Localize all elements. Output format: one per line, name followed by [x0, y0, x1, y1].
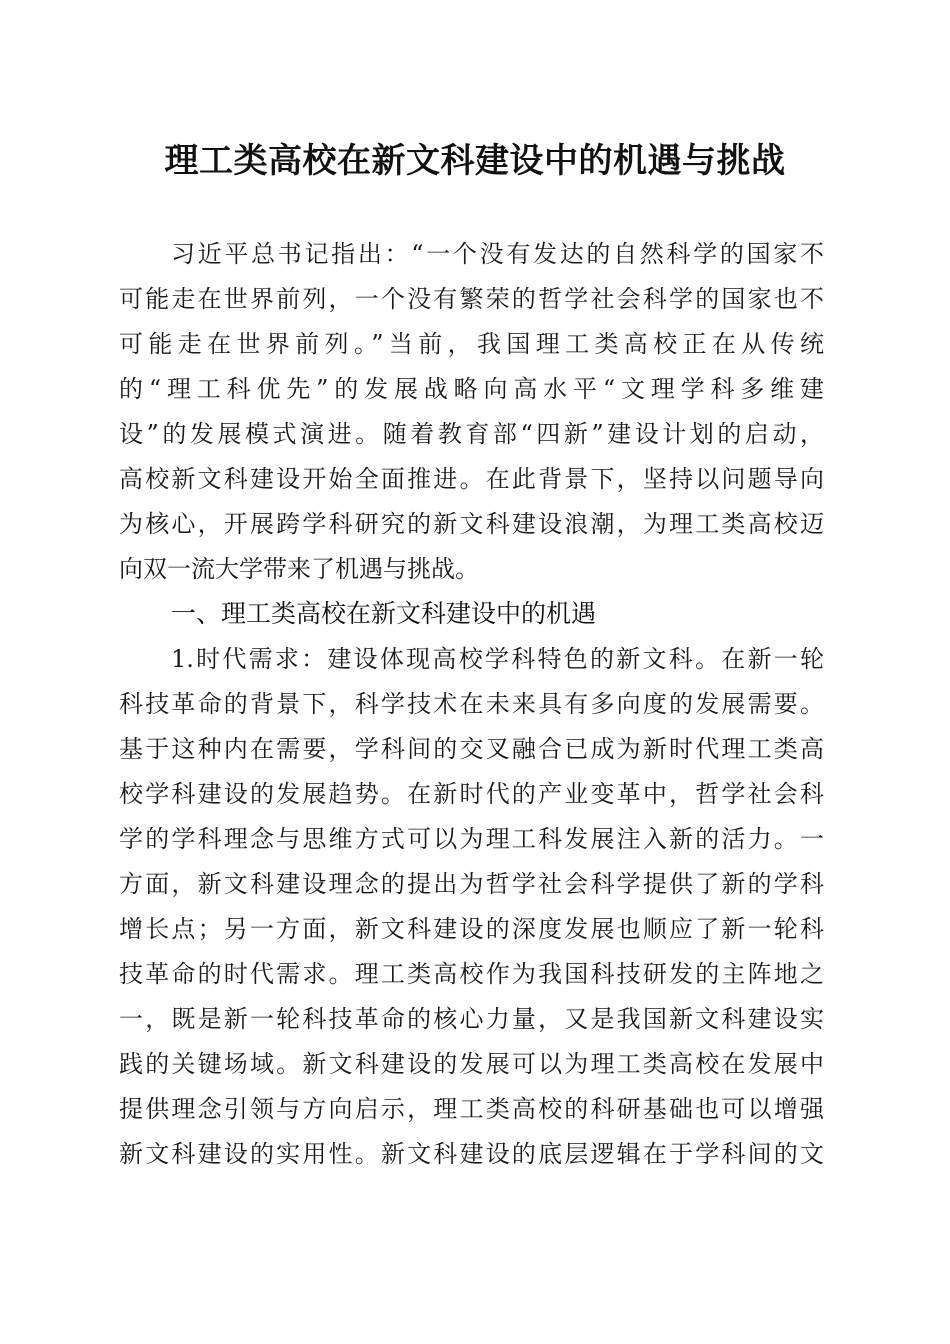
- paragraph-line: 可能走在世界前列。”当前，我国理工类高校正在从传统: [119, 330, 824, 358]
- paragraph-line: 增长点；另一方面，新文科建设的深度发展也顺应了新一轮科: [119, 915, 824, 943]
- paragraph-line: 设”的发展模式演进。随着教育部“四新”建设计划的启动，: [119, 420, 824, 448]
- document-title: 理工类高校在新文科建设中的机遇与挑战: [164, 141, 786, 181]
- paragraph-line: 可能走在世界前列，一个没有繁荣的哲学社会科学的国家也不: [119, 285, 824, 313]
- paragraph-line: 方面，新文科建设理念的提出为哲学社会科学提供了新的学科: [119, 870, 824, 898]
- paragraph-line: 校学科建设的发展趋势。在新时代的产业变革中，哲学社会科: [119, 780, 824, 808]
- paragraph-line: 新文科建设的实用性。新文科建设的底层逻辑在于学科间的文: [119, 1140, 824, 1168]
- paragraph-line: 1.时代需求：建设体现高校学科特色的新文科。在新一轮: [171, 645, 824, 673]
- paragraph-line: 科技革命的背景下，科学技术在未来具有多向度的发展需要。: [119, 690, 824, 718]
- paragraph-line: 的“理工科优先”的发展战略向高水平“文理学科多维建: [119, 375, 824, 403]
- paragraph-line: 习近平总书记指出：“一个没有发达的自然科学的国家不: [171, 240, 824, 268]
- paragraph-line: 学的学科理念与思维方式可以为理工科发展注入新的活力。一: [119, 825, 824, 853]
- paragraph-line: 技革命的时代需求。理工类高校作为我国科技研发的主阵地之: [119, 960, 824, 988]
- paragraph-line: 高校新文科建设开始全面推进。在此背景下，坚持以问题导向: [119, 465, 824, 493]
- paragraph-line: 基于这种内在需要，学科间的交叉融合已成为新时代理工类高: [119, 735, 824, 763]
- paragraph-line: 一，既是新一轮科技革命的核心力量，又是我国新文科建设实: [119, 1005, 824, 1033]
- paragraph-line: 践的关键场域。新文科建设的发展可以为理工类高校在发展中: [119, 1050, 824, 1078]
- paragraph-line: 为核心，开展跨学科研究的新文科建设浪潮，为理工类高校迈: [119, 510, 824, 538]
- paragraph-line: 提供理念引领与方向启示，理工类高校的科研基础也可以增强: [119, 1095, 824, 1123]
- section-heading: 一、理工类高校在新文科建设中的机遇: [171, 599, 597, 628]
- paragraph-line: 向双一流大学带来了机遇与挑战。: [119, 555, 479, 583]
